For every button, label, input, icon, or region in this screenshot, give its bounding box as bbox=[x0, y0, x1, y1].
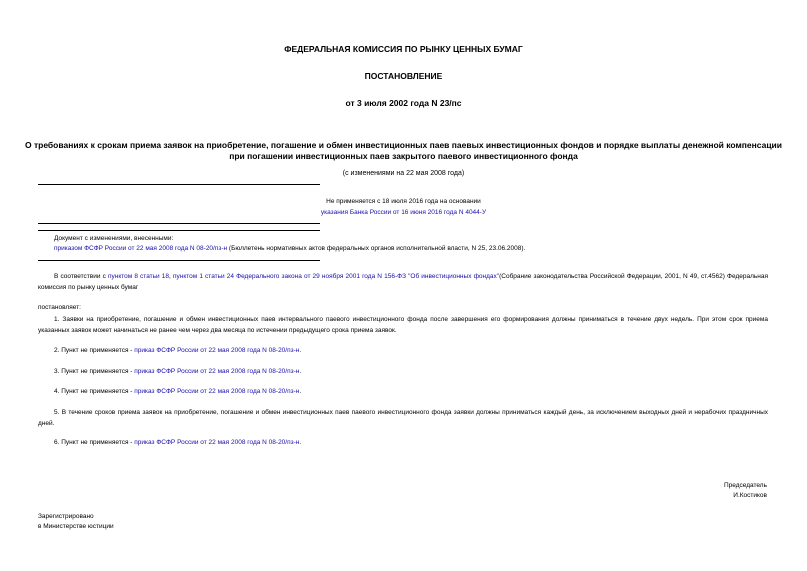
commission-heading: ФЕДЕРАЛЬНАЯ КОМИССИЯ ПО РЫНКУ ЦЕННЫХ БУМАГ bbox=[284, 44, 523, 54]
item-3: 3. Пункт не применяется - приказ ФСФР России от 22 мая 2008 года N 08-20/пз-н. bbox=[54, 368, 302, 375]
order-link[interactable]: приказ ФСФР России от 22 мая 2008 года N 08-20/пз-н bbox=[134, 388, 300, 395]
amendment-note: (с изменениями на 22 мая 2008 года) bbox=[342, 170, 465, 177]
divider bbox=[38, 223, 320, 224]
item-2: 2. Пункт не применяется - приказ ФСФР России от 22 мая 2008 года N 08-20/пз-н. bbox=[54, 347, 302, 354]
item-6: 6. Пункт не применяется - приказ ФСФР России от 22 мая 2008 года N 08-20/пз-н. bbox=[54, 439, 302, 446]
item-1: 1. Заявки на приобретение, погашение и обмен инвестиционных паев интервального паевого инвестиционного фонда после завершения его формирования должны приниматься в течение двух недель. При этом срок приема указанных заявок может начинаться не ранее чем через два месяца по истечении предыдущего срока приема заявок. bbox=[38, 316, 768, 334]
divider bbox=[38, 230, 320, 231]
law-article-18-link[interactable]: пунктом 8 статьи 18 bbox=[107, 273, 170, 280]
signature-role: Председатель bbox=[723, 482, 767, 489]
registration-line-2: в Министерстве юстиции bbox=[38, 523, 114, 530]
preamble-paragraph: В соответствии с пунктом 8 статьи 18, пунктом 1 статьи 24 Федерального закона от 29 ноября 2001 года N 156-ФЗ "Об инвестиционных фондах"(Собрание законодательства Российской Федерации, 2001, N 49, ст.4562) Федеральная комиссия по рынку ценных бумаг bbox=[38, 273, 768, 291]
item-4: 4. Пункт не применяется - приказ ФСФР России от 22 мая 2008 года N 08-20/пз-н. bbox=[54, 388, 302, 395]
divider bbox=[38, 184, 320, 185]
signature-name: И.Костиков bbox=[733, 492, 767, 499]
date-number-heading: от 3 июля 2002 года N 23/пс bbox=[345, 98, 462, 108]
order-link[interactable]: приказ ФСФР России от 22 мая 2008 года N 08-20/пз-н bbox=[134, 368, 300, 375]
law-article-24-link[interactable]: пунктом 1 статьи 24 Федерального закона от 29 ноября 2001 года N 156-ФЗ "Об инвестиционных фондах" bbox=[172, 273, 500, 280]
registration-line-1: Зарегистрировано bbox=[38, 513, 94, 520]
order-link[interactable]: приказ ФСФР России от 22 мая 2008 года N 08-20/пз-н bbox=[134, 347, 300, 354]
changes-line bbox=[54, 244, 525, 254]
document-title: О требованиях к срокам приема заявок на приобретение, погашение и обмен инвестиционных паев паевых инвестиционных фондов и порядке выплаты денежной компенсации при погашении инвестиционных паев закрытого паевого инвестиционного фонда bbox=[24, 140, 782, 161]
order-link[interactable]: приказ ФСФР России от 22 мая 2008 года N 08-20/пз-н bbox=[134, 439, 300, 446]
changes-label: Документ с изменениями, внесенными: bbox=[54, 235, 174, 242]
changes-source: (Бюллетень нормативных актов федеральных органов исполнительной власти, N 25, 23.06.2008). bbox=[227, 245, 526, 252]
divider bbox=[38, 260, 320, 261]
doc-type-heading: ПОСТАНОВЛЕНИЕ bbox=[364, 71, 443, 81]
inapplicable-text: Не применяется с 18 июля 2016 года на основании bbox=[326, 198, 481, 205]
item-5: 5. В течение сроков приема заявок на приобретение, погашение и обмен инвестиционных паев паевого инвестиционного фонда заявки должны приниматься каждый день, за исключением выходных дней и нерабочих праздничных дней. bbox=[38, 409, 768, 427]
inapplicable-link[interactable]: указания Банка России от 16 июня 2016 года N 4044-У bbox=[320, 209, 487, 216]
resolves-label: постановляет: bbox=[38, 304, 81, 311]
changes-link[interactable]: приказом ФСФР России от 22 мая 2008 года N 08-20/пз-н bbox=[54, 245, 228, 252]
